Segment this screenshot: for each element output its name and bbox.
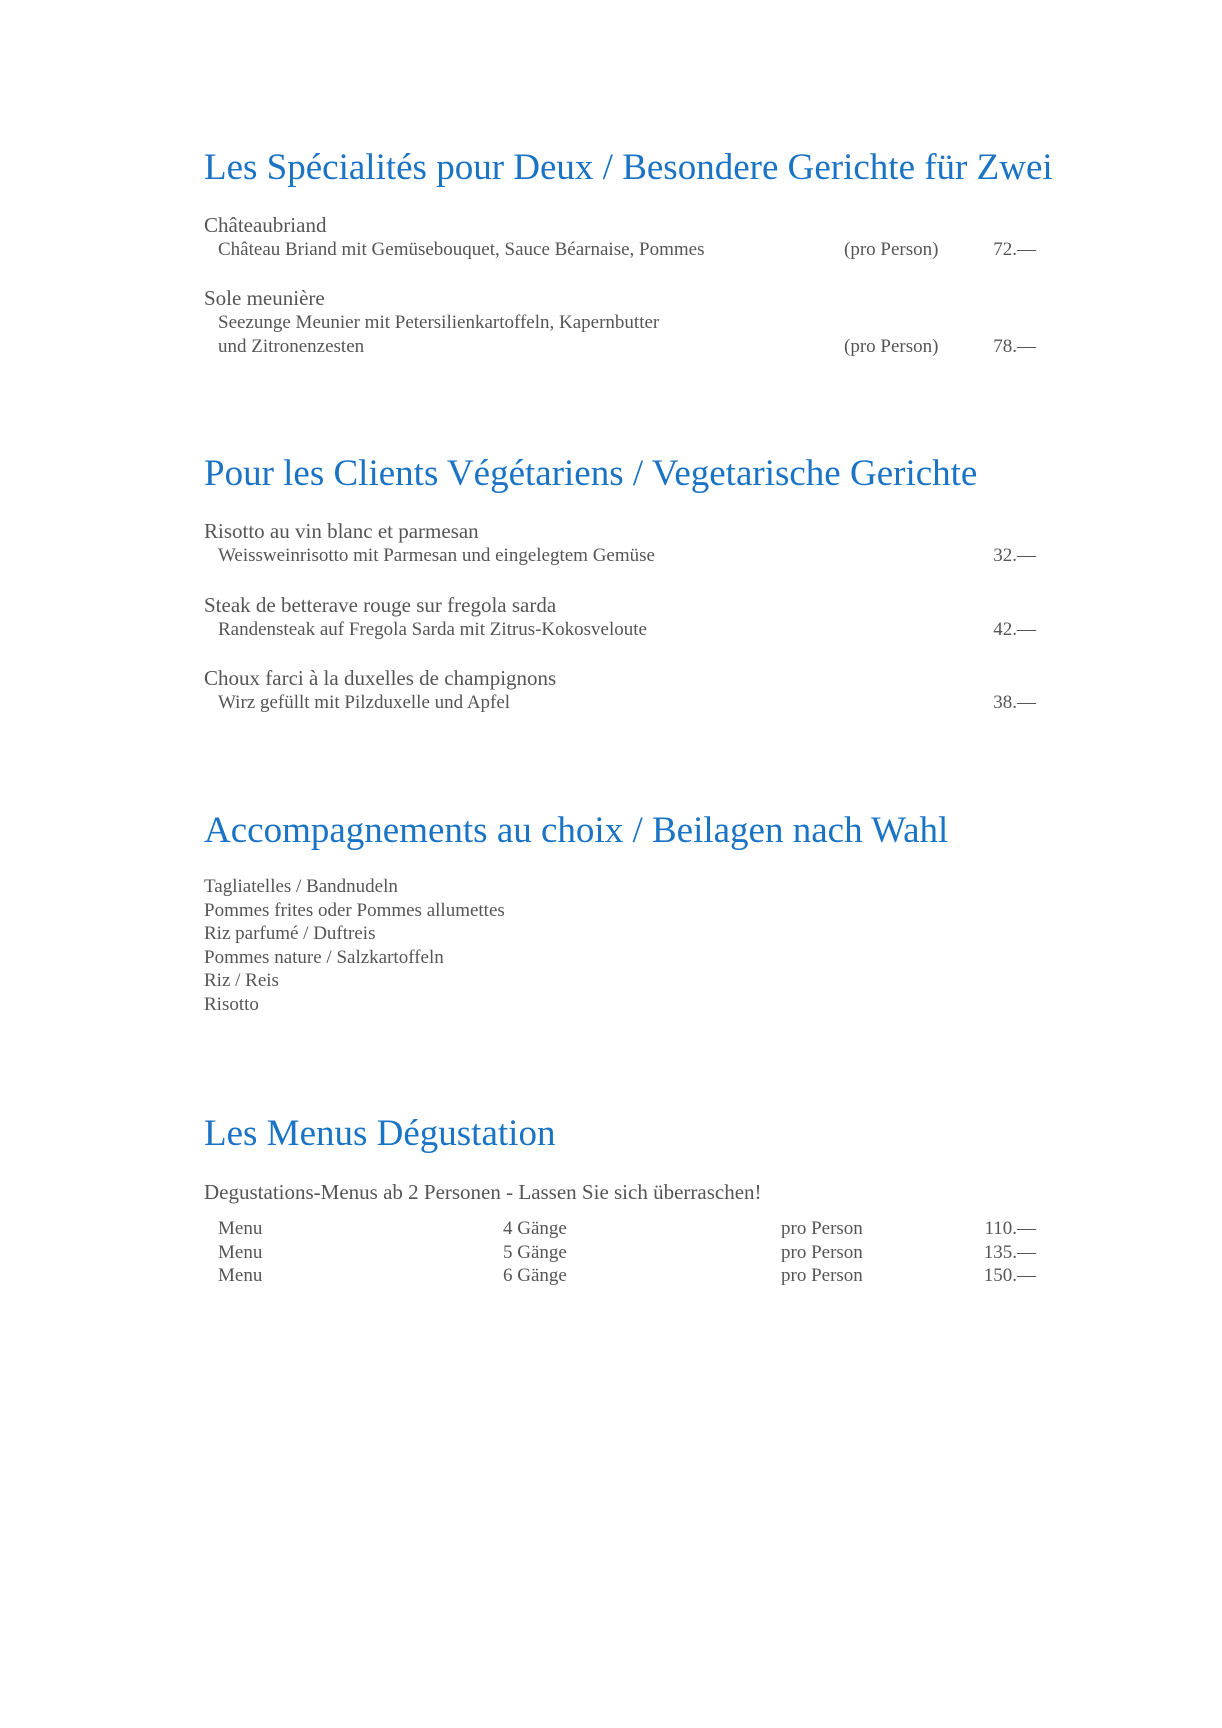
dish-title: Sole meunière — [204, 286, 325, 310]
dish-title: Châteaubriand — [204, 213, 327, 237]
dish-price: 38.— — [993, 692, 1036, 713]
menu-courses: 5 Gänge — [503, 1242, 567, 1263]
dish-description: Wirz gefüllt mit Pilzduxelle und Apfel — [218, 692, 511, 713]
section-heading-degustation: Les Menus Dégustation — [204, 1113, 556, 1154]
dish-description: Château Briand mit Gemüsebouquet, Sauce Béarnaise, Pommes — [218, 239, 705, 260]
dish-price: 42.— — [993, 619, 1036, 640]
side-dish-item: Pommes frites oder Pommes allumettes — [204, 900, 505, 921]
menu-price: 135.— — [983, 1242, 1036, 1263]
dish-price: 78.— — [993, 336, 1036, 357]
degustation-intro: Degustations-Menus ab 2 Personen - Lassen Sie sich überraschen! — [204, 1180, 762, 1204]
menu-per-person: pro Person — [781, 1242, 863, 1263]
dish-title: Choux farci à la duxelles de champignons — [204, 666, 557, 690]
side-dish-item: Tagliatelles / Bandnudeln — [204, 876, 398, 897]
dish-description: Randensteak auf Fregola Sarda mit Zitrus-Kokosveloute — [218, 619, 647, 640]
dish-description-line2: und Zitronenzesten — [218, 336, 365, 357]
per-person-note: (pro Person) — [844, 336, 939, 357]
section-heading-vegetarien: Pour les Clients Végétariens / Vegetarische Gerichte — [204, 453, 978, 494]
menu-price: 110.— — [984, 1218, 1036, 1239]
dish-price: 72.— — [993, 239, 1036, 260]
side-dish-item: Riz / Reis — [204, 970, 279, 991]
side-dish-item: Pommes nature / Salzkartoffeln — [204, 947, 444, 968]
menu-per-person: pro Person — [781, 1218, 863, 1239]
section-heading-specialites: Les Spécialités pour Deux / Besondere Gerichte für Zwei — [204, 147, 1053, 188]
menu-label: Menu — [218, 1242, 263, 1263]
side-dish-item: Riz parfumé / Duftreis — [204, 923, 376, 944]
section-heading-accompagnements: Accompagnements au choix / Beilagen nach Wahl — [204, 810, 949, 851]
menu-per-person: pro Person — [781, 1265, 863, 1286]
per-person-note: (pro Person) — [844, 239, 939, 260]
menu-label: Menu — [218, 1218, 263, 1239]
dish-price: 32.— — [993, 545, 1036, 566]
menu-price: 150.— — [983, 1265, 1036, 1286]
menu-courses: 4 Gänge — [503, 1218, 567, 1239]
dish-description: Seezunge Meunier mit Petersilienkartoffeln, Kapernbutter — [218, 312, 660, 333]
menu-courses: 6 Gänge — [503, 1265, 567, 1286]
dish-title: Steak de betterave rouge sur fregola sarda — [204, 593, 557, 617]
menu-label: Menu — [218, 1265, 263, 1286]
dish-title: Risotto au vin blanc et parmesan — [204, 519, 479, 543]
dish-description: Weissweinrisotto mit Parmesan und eingelegtem Gemüse — [218, 545, 655, 566]
side-dish-item: Risotto — [204, 994, 259, 1015]
